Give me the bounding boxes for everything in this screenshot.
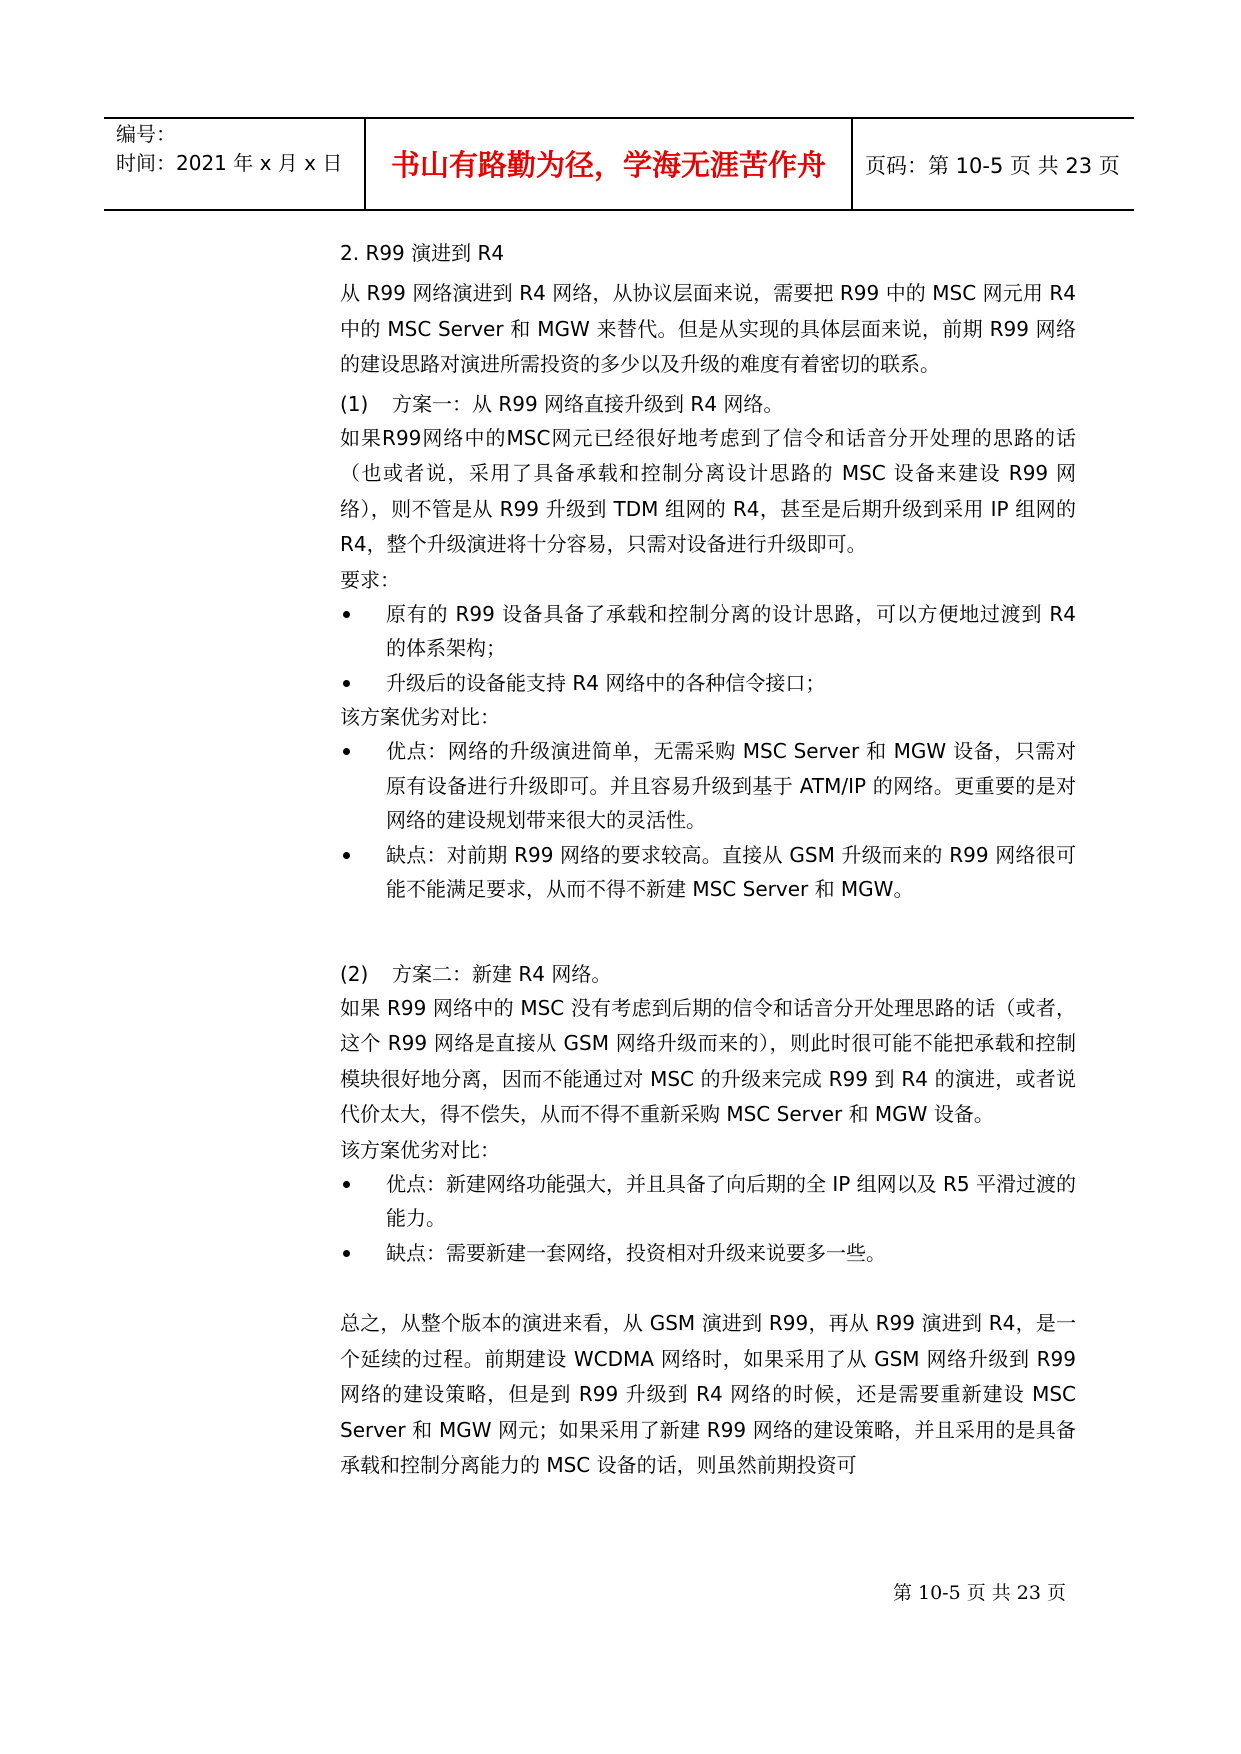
list-item: 原有的 R99 设备具备了承载和控制分离的设计思路，可以方便地过渡到 R4 的体系架构； — [340, 597, 1076, 666]
bullet-icon — [343, 1181, 350, 1188]
bullet-icon — [343, 852, 350, 859]
option2-description: 如果 R99 网络中的 MSC 没有考虑到后期的信令和话音分开处理思路的话（或者，这个 R99 网络是直接从 GSM 网络升级而来的），则此时很可能不能把承载和控制模块很好地分离，因而不能通过对 MSC 的升级来完成 R99 到 R4 的演进，或者说代价太大，得不偿失，从而不得不重新采购 MSC Server 和 MGW 设备。 — [340, 995, 1076, 1126]
bullet-icon — [343, 611, 350, 618]
section-title: 2. R99 演进到 R4 — [340, 241, 505, 265]
list-item: 缺点：对前期 R99 网络的要求较高。直接从 GSM 升级而来的 R99 网络很可能不能满足要求，从而不得不新建 MSC Server 和 MGW。 — [340, 838, 1076, 907]
document-number-label: 编号： — [116, 122, 176, 146]
header-page-ref: 页码：第 10-5 页 共 23 页 — [865, 154, 1120, 178]
list-item: 缺点：需要新建一套网络，投资相对升级来说要多一些。 — [340, 1236, 1076, 1271]
option1-description: 如果R99网络中的MSC网元已经很好地考虑到了信令和话音分开处理的思路的话（也或者说，采用了具备承载和控制分离设计思路的 MSC 设备来建设 R99 网络），则不管是从 R99 升级到 TDM 组网的 R4，甚至是后期升级到采用 IP 组网的 R4，整个升级演进将十分容易，只需对设备进行升级即可。 — [340, 425, 1076, 556]
compare-label: 该方案优劣对比： — [340, 705, 500, 729]
option1-title: 方案一：从 R99 网络直接升级到 R4 网络。 — [392, 391, 784, 416]
list-item: 优点：新建网络功能强大，并且具备了向后期的全 IP 组网以及 R5 平滑过渡的能力。 — [340, 1167, 1076, 1236]
page-header — [104, 117, 1134, 211]
requirements-list — [340, 597, 1076, 701]
option2-compare-list — [340, 1167, 1076, 1271]
summary-paragraph: 总之，从整个版本的演进来看，从 GSM 演进到 R99，再从 R99 演进到 R4，是一个延续的过程。前期建设 WCDMA 网络时，如果采用了从 GSM 网络升级到 R99 网络的建设策略，但是到 R99 升级到 R4 网络的时候，还是需要重新建设 MSC Server 和 MGW 网元；如果采用了新建 R99 网络的建设策略，并且采用的是具备承载和控制分离能力的 MSC 设备的话，则虽然前期投资可 — [340, 1311, 1076, 1477]
bullet-icon — [343, 680, 350, 687]
header-info-cell — [104, 119, 366, 209]
document-body — [340, 238, 1076, 1484]
requirements-label: 要求： — [340, 567, 400, 592]
header-page-cell — [853, 119, 1134, 209]
header-motto-cell — [366, 119, 853, 209]
option2-number: (2) — [340, 961, 369, 986]
option1-number: (1) — [340, 391, 369, 416]
list-item: 升级后的设备能支持 R4 网络中的各种信令接口； — [340, 666, 1076, 701]
option1-compare-list — [340, 734, 1076, 907]
compare-label: 该方案优劣对比： — [340, 1137, 500, 1162]
intro-paragraph: 从 R99 网络演进到 R4 网络，从协议层面来说，需要把 R99 中的 MSC 网元用 R4 中的 MSC Server 和 MGW 来替代。但是从实现的具体层面来说，前期 R99 网络的建设思路对演进所需投资的多少以及升级的难度有着密切的联系。 — [340, 281, 1076, 376]
option1-heading — [340, 387, 1076, 421]
list-item: 优点：网络的升级演进简单，无需采购 MSC Server 和 MGW 设备，只需对原有设备进行升级即可。并且容易升级到基于 ATM/IP 的网络。更重要的是对网络的建设规划带来很大的灵活性。 — [340, 734, 1076, 838]
page-footer-number: 第 10-5 页 共 23 页 — [892, 1582, 1066, 1604]
motto-text: 书山有路勤为径，学海无涯苦作舟 — [390, 148, 826, 182]
option2-title: 方案二：新建 R4 网络。 — [392, 961, 612, 986]
bullet-icon — [343, 1250, 350, 1257]
bullet-icon — [343, 748, 350, 755]
option2-heading — [340, 957, 1076, 991]
document-time-label: 时间：2021 年 x 月 x 日 — [116, 151, 343, 175]
